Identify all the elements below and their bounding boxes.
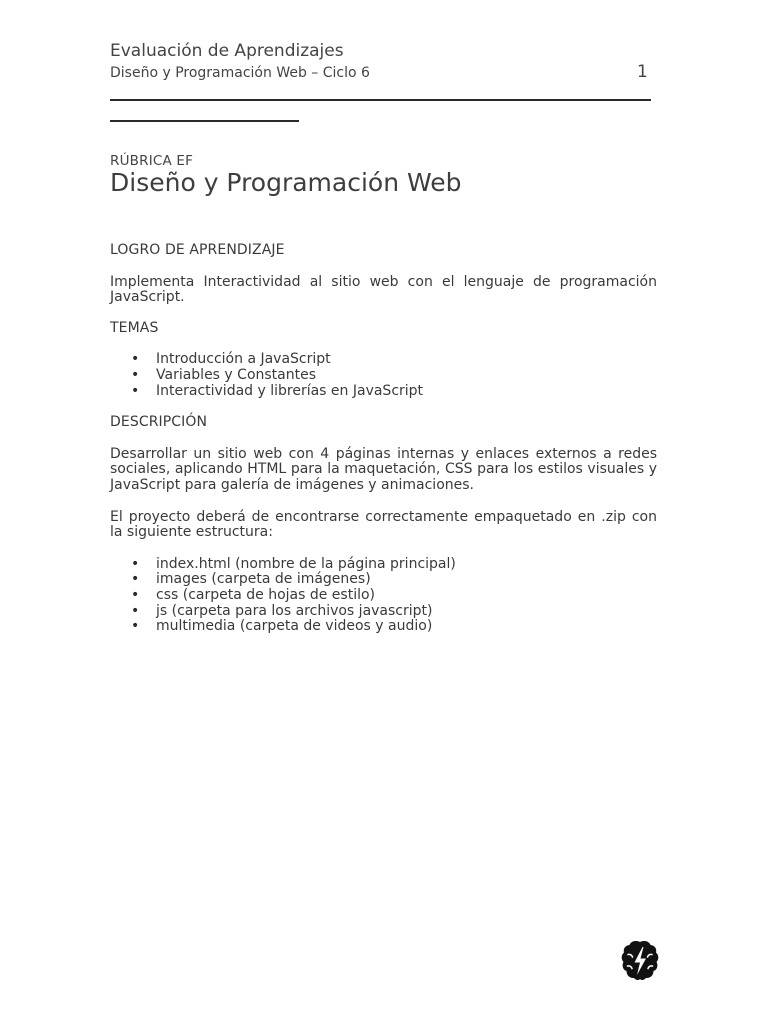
page-number: 1 (637, 62, 648, 82)
descripcion-paragraph-1: Desarrollar un sitio web con 4 páginas internas y enlaces externos a redes sociales, aplicando HTML para la maquetación, CSS para los estilos visuales y JavaScript para galería de imágenes y animaciones. (110, 445, 657, 493)
list-item: • images (carpeta de imágenes) (110, 572, 657, 588)
section-heading-temas: TEMAS (110, 319, 159, 336)
list-item: • Interactividad y librerías en JavaScript (110, 384, 657, 400)
brain-bolt-icon (620, 939, 660, 983)
section-heading-logro: LOGRO DE APRENDIZAJE (110, 242, 285, 258)
list-item: • Introducción a JavaScript (110, 352, 657, 368)
document-page (110, 0, 657, 1024)
page-title: Diseño y Programación Web (110, 168, 462, 197)
section-heading-descripcion: DESCRIPCIÓN (110, 414, 208, 431)
list-item: • js (carpeta para los archivos javascript) (110, 604, 657, 620)
header-title: Evaluación de Aprendizajes (110, 41, 344, 61)
descripcion-paragraph-2: El proyecto deberá de encontrarse correctamente empaquetado en .zip con la siguiente estructura: (110, 508, 657, 541)
brain-bolt-icon-svg (620, 939, 660, 983)
document-body (110, 243, 657, 635)
temas-list (110, 352, 657, 399)
list-item: • Variables y Constantes (110, 368, 657, 384)
header-rule (110, 99, 651, 101)
logro-text: Implementa Interactividad al sitio web con el lenguaje de programación JavaScript. (110, 273, 657, 306)
rubric-label: RÚBRICA EF (110, 153, 194, 169)
list-item: • multimedia (carpeta de videos y audio) (110, 619, 657, 635)
list-item: • css (carpeta de hojas de estilo) (110, 588, 657, 604)
structure-list (110, 557, 657, 635)
list-item: • index.html (nombre de la página principal) (110, 557, 657, 573)
header-subtitle: Diseño y Programación Web – Ciclo 6 (110, 65, 370, 81)
header-rule-short (110, 120, 299, 122)
